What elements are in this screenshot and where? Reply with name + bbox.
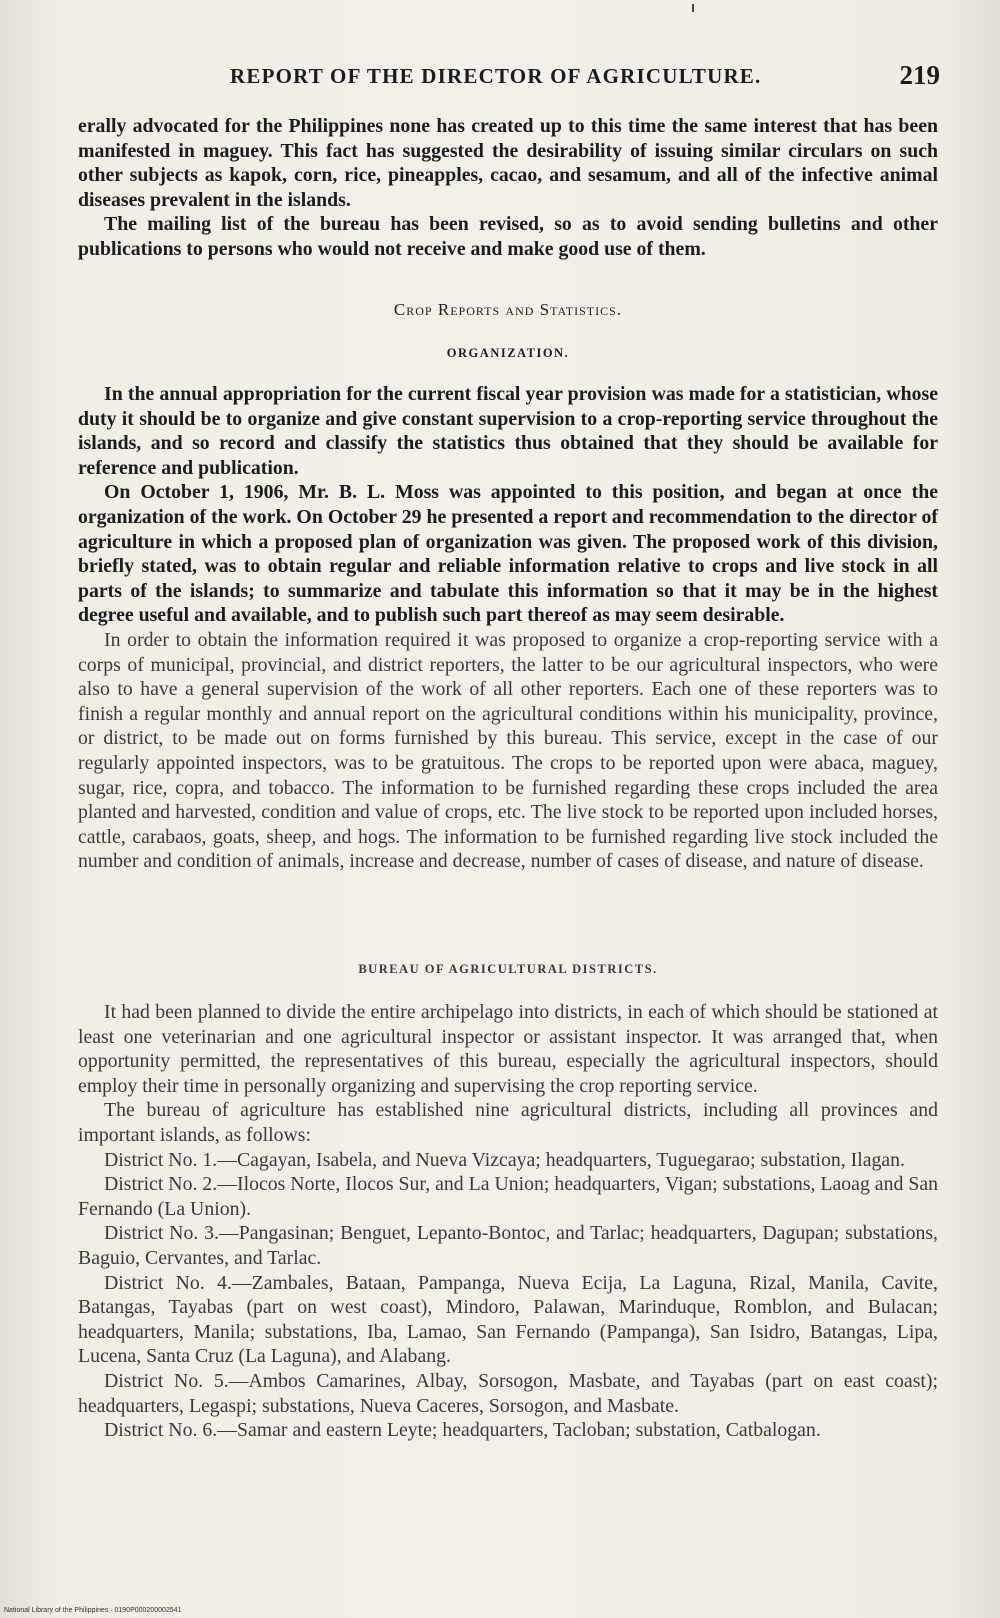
section-title: Crop Reports and Statistics.: [393, 300, 623, 319]
paragraph-mailing-list: The mailing list of the bureau has been revised, so as to avoid sending bulletins and other publications to persons who would not receive and make good use of them.: [78, 213, 938, 260]
sub-title-districts: BUREAU OF AGRICULTURAL DISTRICTS.: [358, 962, 658, 976]
paragraph-continued: erally advocated for the Philippines none has created up to this time the same interest that has been manifested in maguey. This fact has suggested the desirability of issuing similar circulars on such other subjects as kapok, corn, rice, pineapples, cacao, and sesamum, and all of the infective animal diseases prevalent in the islands.: [78, 115, 938, 211]
sub-title-organization: ORGANIZATION.: [446, 346, 570, 360]
districts-block: [78, 1000, 938, 1443]
page-number: 219: [899, 60, 940, 90]
districts-heading: [78, 962, 938, 977]
district-5: District No. 5.—Ambos Camarines, Albay, Sorsogon, Masbate, and Tayabas (part on east coast); headquarters, Legaspi; substations, Nueva Caceres, Sorsogon, and Masbate.: [78, 1369, 938, 1417]
paragraph-nine-districts: The bureau of agriculture has established nine agricultural districts, including all provinces and important islands, as follows:: [78, 1099, 938, 1146]
paragraph-crop-reporting: In order to obtain the information required it was proposed to organize a crop-reporting service with a corps of municipal, provincial, and district reporters, the latter to be our agricultural inspectors, who were also to have a general supervision of the work of all other reporters. Each one of these reporters was to finish a regular monthly and annual report on the agricultural conditions within his municipality, province, or district, to be made out on forms furnished by this bureau. This service, except in the case of our regularly appointed inspectors, was to be gratuitous. The crops to be reported upon were abaca, maguey, sugar, rice, copra, and tobacco. The information to be furnished regarding these crops included the area planted and harvested, condition and value of crops, etc. The live stock to be reported upon included horses, cattle, carabaos, goats, sheep, and hogs. The information to be furnished regarding live stock included the number and condition of animals, increase and decrease, number of cases of disease, and nature of disease.: [78, 628, 938, 873]
district-1: District No. 1.—Cagayan, Isabela, and Nueva Vizcaya; headquarters, Tuguegarao; substation, Ilagan.: [104, 1148, 906, 1171]
district-3: District No. 3.—Pangasinan; Benguet, Lepanto-Bontoc, and Tarlac; headquarters, Dagupan; substations, Baguio, Cervantes, and Tarlac.: [78, 1222, 938, 1269]
district-2: District No. 2.—Ilocos Norte, Ilocos Sur, and La Union; headquarters, Vigan; substations, Laoag and San Fernando (La Union).: [78, 1173, 938, 1220]
district-4: District No. 4.—Zambales, Bataan, Pampanga, Nueva Ecija, La Laguna, Rizal, Manila, Cavite, Batangas, Tayabas (part on west coast), Mindoro, Palawan, Marinduque, Romblon, and Bulacan; headquarters, Manila; substations, Iba, Lamao, San Fernando (Pampanga), San Isidro, Batangas, Lipa, Lucena, Santa Cruz (La Laguna), and Alabang.: [78, 1271, 938, 1368]
organization-block: [78, 382, 938, 874]
paragraph-appointment: On October 1, 1906, Mr. B. L. Moss was appointed to this position, and began at once the organization of the work. On October 29 he presented a report and recommendation to the director of agriculture in which a proposed plan of organization was given. The proposed work of this division, briefly stated, was to obtain regular and reliable information relative to crops and live stock in all parts of the islands; to summarize and tabulate this information so that it may be in the highest degree useful and available, and to publish such part thereof as may seem desirable.: [78, 481, 938, 627]
top-text-block: [78, 114, 938, 262]
page-header: [80, 62, 940, 92]
district-6: District No. 6.—Samar and eastern Leyte; headquarters, Tacloban; substation, Catbalogan.: [104, 1419, 821, 1442]
paragraph-appropriation: In the annual appropriation for the current fiscal year provision was made for a statistician, whose duty it should be to organize and give constant supervision to a crop-reporting service throughout the islands, and so record and classify the statistics thus obtained that they should be available for reference and publication.: [78, 383, 938, 479]
scan-footer: National Library of the Philippines · 0190P000200002541: [4, 1607, 182, 1614]
crop-reports-section: [78, 300, 938, 320]
organization-heading: [78, 346, 938, 361]
running-head: REPORT OF THE DIRECTOR OF AGRICULTURE.: [230, 64, 762, 88]
scan-mark: [692, 4, 694, 12]
paragraph-districts-plan: It had been planned to divide the entire archipelago into districts, in each of which should be stationed at least one veterinarian and one agricultural inspector or assistant inspector. It was arranged that, when opportunity permitted, the representatives of this bureau, especially the agricultural inspectors, should employ their time in personally organizing and supervising the crop reporting service.: [78, 1001, 938, 1097]
